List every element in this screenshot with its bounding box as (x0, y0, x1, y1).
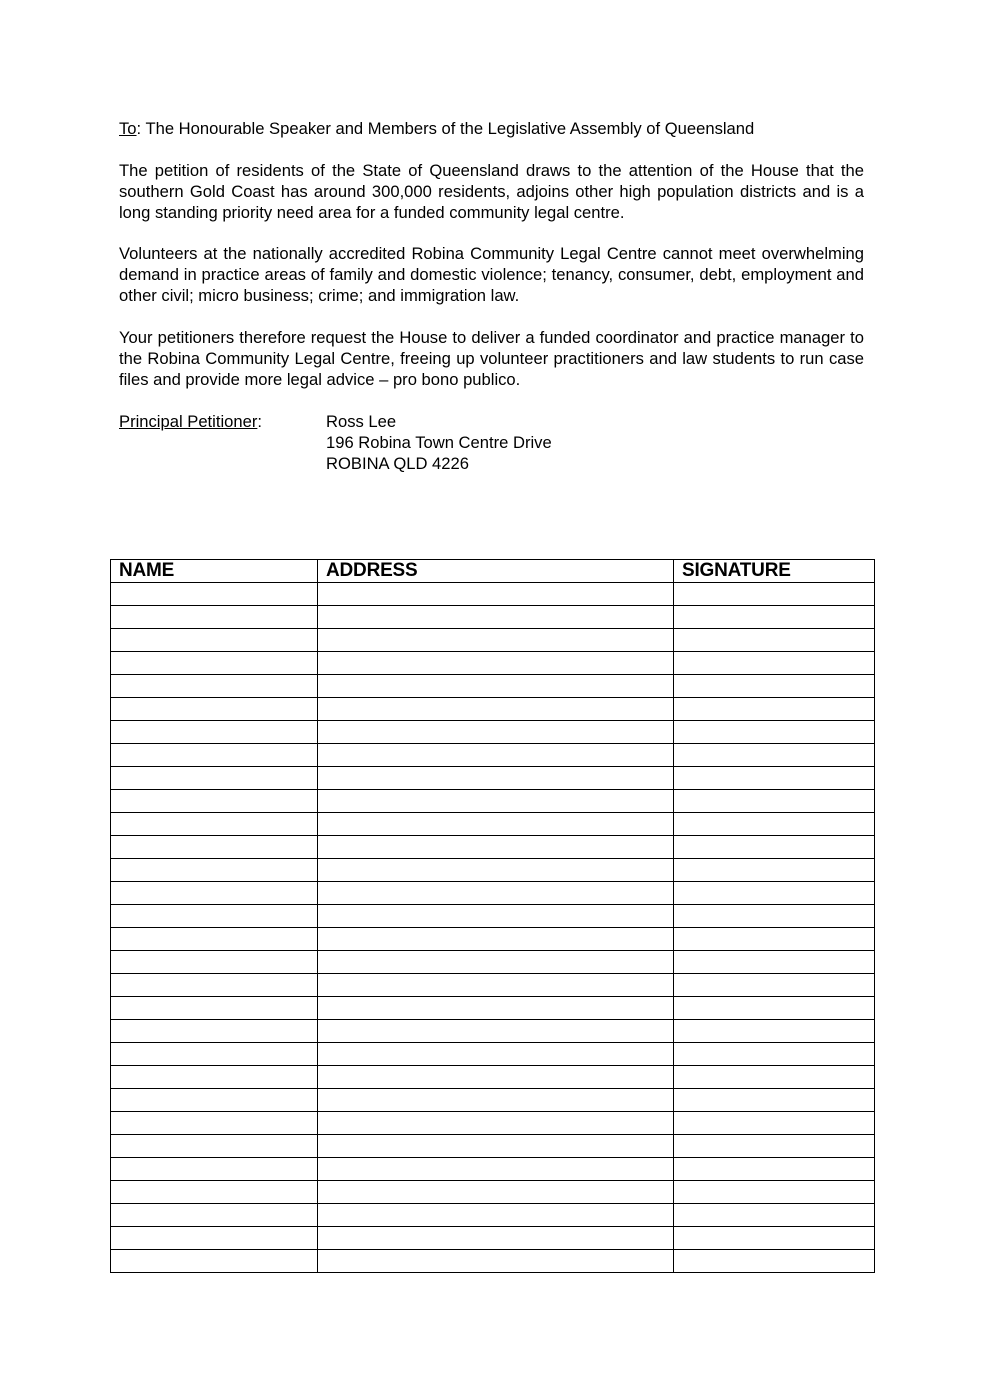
signature-cell[interactable] (674, 928, 875, 951)
address-cell[interactable] (318, 974, 674, 997)
signature-cell[interactable] (674, 1204, 875, 1227)
address-cell[interactable] (318, 905, 674, 928)
addressee-line (119, 119, 864, 140)
table-row (111, 1135, 875, 1158)
address-cell[interactable] (318, 744, 674, 767)
column-header-address: ADDRESS (318, 560, 674, 583)
table-row (111, 790, 875, 813)
name-cell[interactable] (111, 1204, 318, 1227)
name-cell[interactable] (111, 1158, 318, 1181)
name-cell[interactable] (111, 606, 318, 629)
name-cell[interactable] (111, 1089, 318, 1112)
table-row (111, 629, 875, 652)
table-row (111, 813, 875, 836)
signature-cell[interactable] (674, 698, 875, 721)
name-cell[interactable] (111, 813, 318, 836)
name-cell[interactable] (111, 859, 318, 882)
table-row (111, 721, 875, 744)
address-cell[interactable] (318, 790, 674, 813)
signature-cell[interactable] (674, 1135, 875, 1158)
signature-cell[interactable] (674, 1181, 875, 1204)
name-cell[interactable] (111, 652, 318, 675)
name-cell[interactable] (111, 1066, 318, 1089)
signature-cell[interactable] (674, 721, 875, 744)
signature-cell[interactable] (674, 744, 875, 767)
address-cell[interactable] (318, 1250, 674, 1273)
address-cell[interactable] (318, 859, 674, 882)
petitioner-name: Ross Lee (326, 412, 397, 431)
name-cell[interactable] (111, 997, 318, 1020)
table-row (111, 1204, 875, 1227)
address-cell[interactable] (318, 675, 674, 698)
table-row (111, 1112, 875, 1135)
address-cell[interactable] (318, 606, 674, 629)
signature-cell[interactable] (674, 859, 875, 882)
column-header-signature: SIGNATURE (674, 560, 875, 583)
address-cell[interactable] (318, 1227, 674, 1250)
table-row (111, 951, 875, 974)
name-cell[interactable] (111, 928, 318, 951)
signature-cell[interactable] (674, 1250, 875, 1273)
signature-cell[interactable] (674, 1089, 875, 1112)
address-cell[interactable] (318, 1181, 674, 1204)
name-cell[interactable] (111, 1043, 318, 1066)
address-cell[interactable] (318, 813, 674, 836)
table-row (111, 859, 875, 882)
signature-cell[interactable] (674, 997, 875, 1020)
column-header-name: NAME (111, 560, 318, 583)
table-row (111, 652, 875, 675)
table-row (111, 1227, 875, 1250)
signature-cell[interactable] (674, 1020, 875, 1043)
table-row (111, 1181, 875, 1204)
signature-cell[interactable] (674, 951, 875, 974)
name-cell[interactable] (111, 974, 318, 997)
address-cell[interactable] (318, 1158, 674, 1181)
principal-petitioner-label-text: Principal Petitioner (119, 412, 258, 431)
signature-cell[interactable] (674, 836, 875, 859)
table-row (111, 974, 875, 997)
signature-cell[interactable] (674, 790, 875, 813)
name-cell[interactable] (111, 1227, 318, 1250)
address-cell[interactable] (318, 836, 674, 859)
name-cell[interactable] (111, 583, 318, 606)
principal-petitioner-details (326, 411, 552, 474)
address-cell[interactable] (318, 1089, 674, 1112)
signature-cell[interactable] (674, 1227, 875, 1250)
address-cell[interactable] (318, 698, 674, 721)
name-cell[interactable] (111, 790, 318, 813)
address-cell[interactable] (318, 583, 674, 606)
petition-paragraph-3: Your petitioners therefore request the House to deliver a funded coordinator and practice manager to the Robina Community Legal Centre, freeing up volunteer practitioners and law students to run case files and provide more legal advice – pro bono publico. (119, 328, 864, 389)
name-cell[interactable] (111, 721, 318, 744)
signature-cell[interactable] (674, 882, 875, 905)
table-row (111, 583, 875, 606)
table-row (111, 606, 875, 629)
address-cell[interactable] (318, 997, 674, 1020)
signature-cell[interactable] (674, 1158, 875, 1181)
table-row (111, 997, 875, 1020)
principal-petitioner-label (119, 411, 262, 432)
petitioner-address-line1: 196 Robina Town Centre Drive (326, 433, 552, 452)
address-cell[interactable] (318, 767, 674, 790)
signature-cell[interactable] (674, 652, 875, 675)
address-cell[interactable] (318, 1135, 674, 1158)
address-cell[interactable] (318, 1066, 674, 1089)
signature-table-body (111, 583, 875, 1273)
signature-cell[interactable] (674, 1043, 875, 1066)
address-cell[interactable] (318, 1043, 674, 1066)
addressee-text: : The Honourable Speaker and Members of the Legislative Assembly of Queensland (136, 119, 755, 138)
address-cell[interactable] (318, 721, 674, 744)
table-row (111, 928, 875, 951)
table-row (111, 698, 875, 721)
signature-table-header (111, 560, 875, 583)
petition-paragraph-2: Volunteers at the nationally accredited Robina Community Legal Centre cannot meet overwhelming demand in practice areas of family and domestic violence; tenancy, consumer, debt, employment and other civil; micro business; crime; and immigration law. (119, 244, 864, 305)
table-row (111, 905, 875, 928)
signature-cell[interactable] (674, 1066, 875, 1089)
name-cell[interactable] (111, 1250, 318, 1273)
addressee-label: To (119, 119, 137, 138)
address-cell[interactable] (318, 1020, 674, 1043)
principal-petitioner-colon: : (257, 412, 262, 431)
name-cell[interactable] (111, 836, 318, 859)
signature-cell[interactable] (674, 629, 875, 652)
name-cell[interactable] (111, 675, 318, 698)
signature-cell[interactable] (674, 905, 875, 928)
table-row (111, 1089, 875, 1112)
name-cell[interactable] (111, 1181, 318, 1204)
name-cell[interactable] (111, 882, 318, 905)
table-row (111, 1250, 875, 1273)
address-cell[interactable] (318, 1204, 674, 1227)
signature-cell[interactable] (674, 675, 875, 698)
name-cell[interactable] (111, 905, 318, 928)
name-cell[interactable] (111, 951, 318, 974)
petitioner-address-line2: ROBINA QLD 4226 (326, 454, 469, 473)
name-cell[interactable] (111, 1020, 318, 1043)
name-cell[interactable] (111, 1112, 318, 1135)
table-row (111, 1043, 875, 1066)
address-cell[interactable] (318, 928, 674, 951)
name-cell[interactable] (111, 744, 318, 767)
name-cell[interactable] (111, 629, 318, 652)
signature-cell[interactable] (674, 1112, 875, 1135)
table-row (111, 1020, 875, 1043)
signature-cell[interactable] (674, 606, 875, 629)
table-row (111, 767, 875, 790)
address-cell[interactable] (318, 629, 674, 652)
address-cell[interactable] (318, 1112, 674, 1135)
petition-paragraph-1: The petition of residents of the State of Queensland draws to the attention of the House that the southern Gold Coast has around 300,000 residents, adjoins other high population districts and is a long standing priority need area for a funded community legal centre. (119, 161, 864, 222)
name-cell[interactable] (111, 698, 318, 721)
table-row (111, 882, 875, 905)
address-cell[interactable] (318, 882, 674, 905)
table-row (111, 1158, 875, 1181)
table-row (111, 744, 875, 767)
name-cell[interactable] (111, 1135, 318, 1158)
address-cell[interactable] (318, 652, 674, 675)
signature-cell[interactable] (674, 974, 875, 997)
address-cell[interactable] (318, 951, 674, 974)
signature-cell[interactable] (674, 583, 875, 606)
signature-cell[interactable] (674, 767, 875, 790)
name-cell[interactable] (111, 767, 318, 790)
table-row (111, 1066, 875, 1089)
signature-table (110, 559, 875, 1273)
table-row (111, 675, 875, 698)
signature-cell[interactable] (674, 813, 875, 836)
table-row (111, 836, 875, 859)
